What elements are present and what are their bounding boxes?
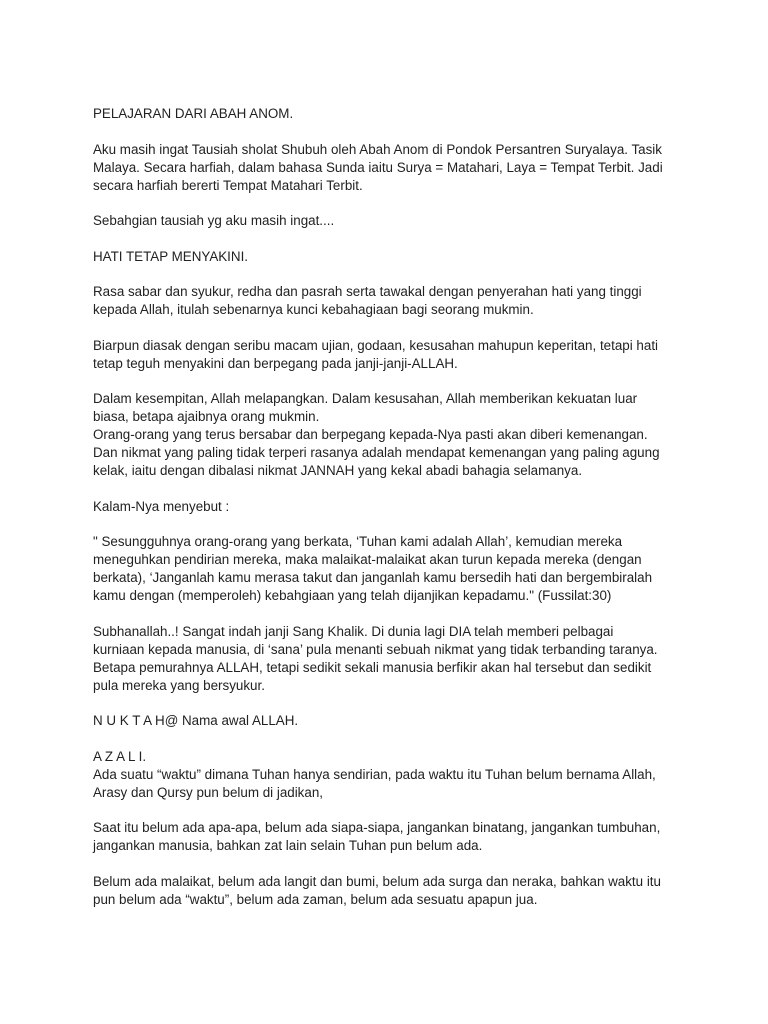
text-line: Ada suatu “waktu” dimana Tuhan hanya sendirian, pada waktu itu Tuhan belum bernama Allah,	[93, 766, 656, 782]
document-title	[93, 105, 678, 123]
text-line: berkata), ‘Janganlah kamu merasa takut dan janganlah kamu bersedih hati dan bergembiralah	[93, 570, 653, 585]
paragraph	[93, 212, 678, 230]
text-line: Arasy dan Qursy pun belum di jadikan,	[93, 784, 323, 800]
text-line: Kalam-Nya menyebut :	[93, 498, 230, 514]
paragraph-intro	[93, 141, 678, 195]
section-heading	[93, 248, 678, 266]
text-line: biasa, betapa ajaibnya orang mukmin.	[93, 409, 320, 424]
paragraph	[93, 337, 678, 373]
paragraph	[93, 390, 678, 480]
section-heading	[93, 712, 678, 730]
paragraph	[93, 748, 678, 802]
text-line: pula mereka yang bersyukur.	[93, 677, 265, 693]
paragraph	[93, 819, 678, 855]
text-line: Subhanallah..! Sangat indah janji Sang Khalik. Di dunia lagi DIA telah memberi pelbagai	[93, 623, 614, 639]
text-line: Betapa pemurahnya ALLAH, tetapi sedikit sekali manusia berfikir akan hal tersebut dan sedikit	[93, 659, 652, 675]
paragraph	[93, 873, 678, 909]
text-line: Rasa sabar dan syukur, redha dan pasrah serta tawakal dengan penyerahan hati yang tinggi	[93, 284, 642, 299]
text-line: jangankan manusia, bahkan zat lain selain Tuhan pun belum ada.	[93, 838, 483, 853]
text-line: Aku masih ingat Tausiah sholat Shubuh oleh Abah Anom di Pondok Persantren Suryalaya. Tasik	[93, 141, 662, 157]
text-line: Saat itu belum ada apa-apa, belum ada siapa-siapa, jangankan binatang, jangankan tumbuhan,	[93, 820, 661, 835]
text-line: kelak, iaitu dengan dibalasi nikmat JANNAH yang kekal abadi bahagia selamanya.	[93, 463, 583, 478]
text-line: pun belum ada “waktu”, belum ada zaman, belum ada sesuatu apapun jua.	[93, 891, 538, 907]
text-line: " Sesungguhnya orang-orang yang berkata, ‘Tuhan kami adalah Allah’, kemudian mereka	[93, 534, 623, 549]
text-line: kurniaan kepada manusia, di ‘sana’ pula menanti sebuah nikmat yang tidak terbanding taranya.	[93, 641, 658, 657]
text-line: A Z A L I.	[93, 748, 147, 764]
paragraph	[93, 283, 678, 319]
text-line: meneguhkan pendirian mereka, maka malaikat-malaikat akan turun kepada mereka (dengan	[93, 552, 642, 567]
text-line: Belum ada malaikat, belum ada langit dan bumi, belum ada surga dan neraka, bahkan waktu itu	[93, 873, 661, 889]
text-line: kamu dengan (memperoleh) kebahgiaan yang telah dijanjikan kepadamu." (Fussilat:30)	[93, 588, 612, 603]
text-line: Orang-orang yang terus bersabar dan berpegang kepada-Nya pasti akan diberi kemenangan.	[93, 427, 648, 442]
quote-paragraph	[93, 533, 678, 605]
paragraph	[93, 498, 678, 516]
text-line: HATI TETAP MENYAKINI.	[93, 248, 249, 264]
document-page	[93, 105, 678, 926]
text-line: N U K T A H@ Nama awal ALLAH.	[93, 713, 299, 728]
paragraph	[93, 623, 678, 695]
text-line: Dan nikmat yang paling tidak terperi rasanya adalah mendapat kemenangan yang paling agung	[93, 445, 660, 460]
text-line: kepada Allah, itulah sebenarnya kunci kebahagiaan bagi seorang mukmin.	[93, 302, 534, 317]
text-line: Dalam kesempitan, Allah melapangkan. Dalam kesusahan, Allah memberikan kekuatan luar	[93, 391, 638, 406]
text-line: secara harfiah bererti Tempat Matahari Terbit.	[93, 177, 363, 193]
text-line: Sebahgian tausiah yg aku masih ingat....	[93, 213, 335, 228]
text-line: tetap teguh menyakini dan berpegang pada janji-janji-ALLAH.	[93, 355, 458, 371]
text-line: PELAJARAN DARI ABAH ANOM.	[93, 106, 294, 121]
text-line: Biarpun diasak dengan seribu macam ujian, godaan, kesusahan mahupun keperitan, tetapi hati	[93, 337, 659, 353]
text-line: Malaya. Secara harfiah, dalam bahasa Sunda iaitu Surya = Matahari, Laya = Tempat Terbit. Jadi	[93, 159, 663, 175]
